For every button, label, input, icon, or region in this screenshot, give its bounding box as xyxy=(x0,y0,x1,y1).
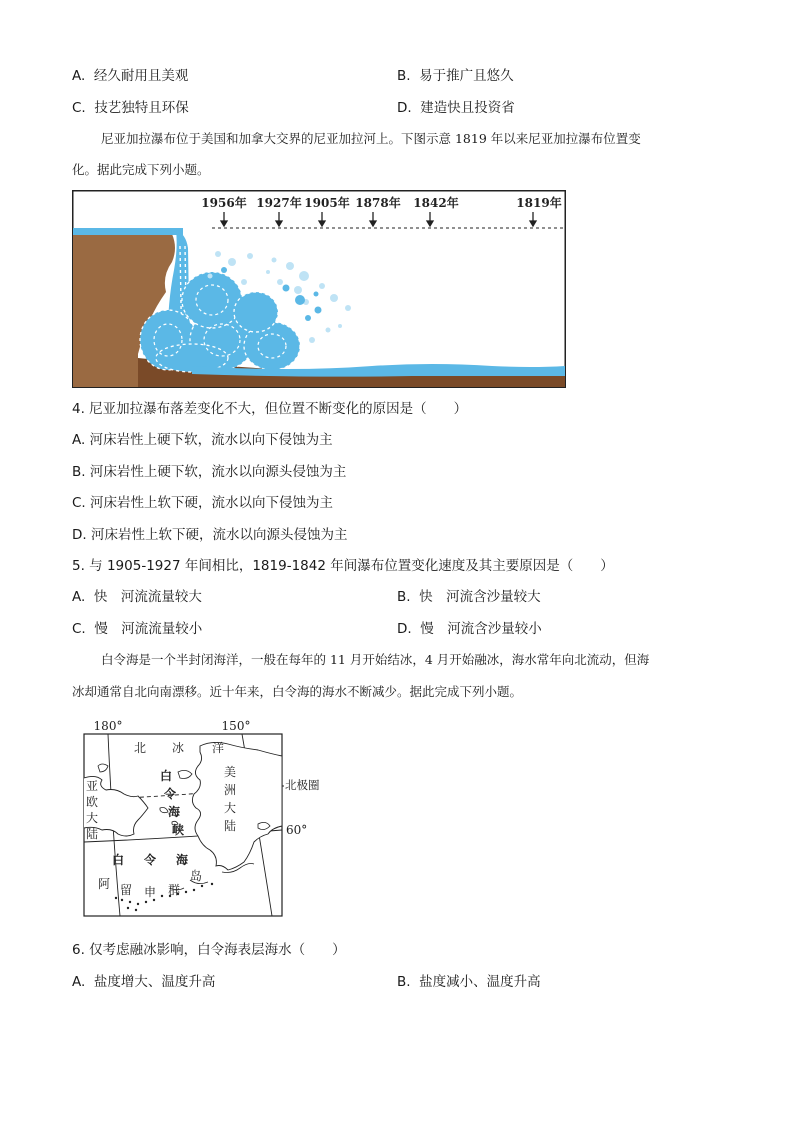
prev-option-d[interactable]: D. 建造快且投资省 xyxy=(397,100,515,116)
eurasia-char-3: 大 xyxy=(86,811,99,825)
bering-strait-char-3: 海 xyxy=(168,805,181,819)
prev-option-a[interactable]: A. 经久耐用且美观 xyxy=(72,68,189,84)
year-label-1905: 1905年 xyxy=(304,196,350,210)
arctic-ocean-char-3: 洋 xyxy=(212,741,225,755)
q6-option-b[interactable]: B. 盐度减小、温度升高 xyxy=(397,974,541,990)
niagara-intro-line2: 化。据此完成下列小题。 xyxy=(72,162,210,177)
bering-sea-char-1: 白 xyxy=(112,853,125,867)
q4-option-c[interactable]: C. 河床岩性上软下硬，流水以向下侵蚀为主 xyxy=(72,495,334,511)
bering-strait-char-2: 令 xyxy=(164,787,177,801)
bering-sea-char-3: 海 xyxy=(176,853,189,867)
america-char-3: 大 xyxy=(224,801,237,815)
bering-sea-map xyxy=(72,716,320,920)
eurasia-char-4: 陆 xyxy=(86,827,99,841)
aleutian-char-3: 申 xyxy=(144,885,157,899)
niagara-falls-diagram xyxy=(72,190,566,388)
q5-stem: 5. 与 1905-1927 年间相比，1819-1842 年间瀑布位置变化速度及其主要原因是（ ） xyxy=(72,558,614,574)
aleutian-char-1: 阿 xyxy=(98,877,111,891)
aleutian-char-5: 岛 xyxy=(190,869,203,883)
year-label-1927: 1927年 xyxy=(256,196,302,210)
q6-stem: 6. 仅考虑融冰影响，白令海表层海水（ ） xyxy=(72,942,346,958)
lon-150-label: 150° xyxy=(221,719,251,733)
year-label-1819: 1819年 xyxy=(516,196,562,210)
year-label-1878: 1878年 xyxy=(355,196,401,210)
bering-intro-line2: 冰却通常自北向南漂移。近十年来，白令海的海水不断减少。据此完成下列小题。 xyxy=(72,684,523,699)
q6-option-a[interactable]: A. 盐度增大、温度升高 xyxy=(72,974,216,990)
bering-strait-char-4: 峡 xyxy=(172,823,185,837)
bering-sea-char-2: 令 xyxy=(144,853,157,867)
america-char-2: 洲 xyxy=(224,783,237,797)
arctic-ocean-char-2: 冰 xyxy=(172,741,185,755)
q5-option-c[interactable]: C. 慢 河流流量较小 xyxy=(72,621,203,637)
aleutian-char-2: 留 xyxy=(120,883,133,897)
america-char-4: 陆 xyxy=(224,819,237,833)
q5-option-a[interactable]: A. 快 河流流量较大 xyxy=(72,589,202,605)
q4-option-d[interactable]: D. 河床岩性上软下硬，流水以向源头侵蚀为主 xyxy=(72,527,348,543)
q4-option-b[interactable]: B. 河床岩性上硬下软，流水以向源头侵蚀为主 xyxy=(72,464,347,480)
q4-stem: 4. 尼亚加拉瀑布落差变化不大，但位置不断变化的原因是（ ） xyxy=(72,401,468,417)
america-char-1: 美 xyxy=(224,765,237,779)
lat-60-label: 60° xyxy=(286,823,308,837)
eurasia-char-2: 欧 xyxy=(86,795,99,809)
q5-option-b[interactable]: B. 快 河流含沙量较大 xyxy=(397,589,541,605)
arctic-ocean-char-1: 北 xyxy=(134,741,147,755)
year-label-1842: 1842年 xyxy=(413,196,459,210)
bering-strait-char-1: 白 xyxy=(160,769,173,783)
q4-option-a[interactable]: A. 河床岩性上硬下软，流水以向下侵蚀为主 xyxy=(72,432,333,448)
prev-option-c[interactable]: C. 技艺独特且环保 xyxy=(72,100,189,116)
year-label-1956: 1956年 xyxy=(201,196,247,210)
bering-intro-line1: 白令海是一个半封闭海洋，一般在每年的 11 月开始结冰，4 月开始融冰，海水常年向北流动，但海 xyxy=(101,652,650,667)
lon-180-label: 180° xyxy=(93,719,123,733)
q5-option-d[interactable]: D. 慢 河流含沙量较小 xyxy=(397,621,542,637)
prev-option-b[interactable]: B. 易于推广且悠久 xyxy=(397,68,514,84)
aleutian-char-4: 群 xyxy=(168,883,181,897)
eurasia-char-1: 亚 xyxy=(86,779,99,793)
niagara-intro-line1: 尼亚加拉瀑布位于美国和加拿大交界的尼亚加拉河上。下图示意 1819 年以来尼亚加拉瀑布位置变 xyxy=(101,131,641,146)
arctic-circle-label: 北极圈 xyxy=(285,778,320,792)
